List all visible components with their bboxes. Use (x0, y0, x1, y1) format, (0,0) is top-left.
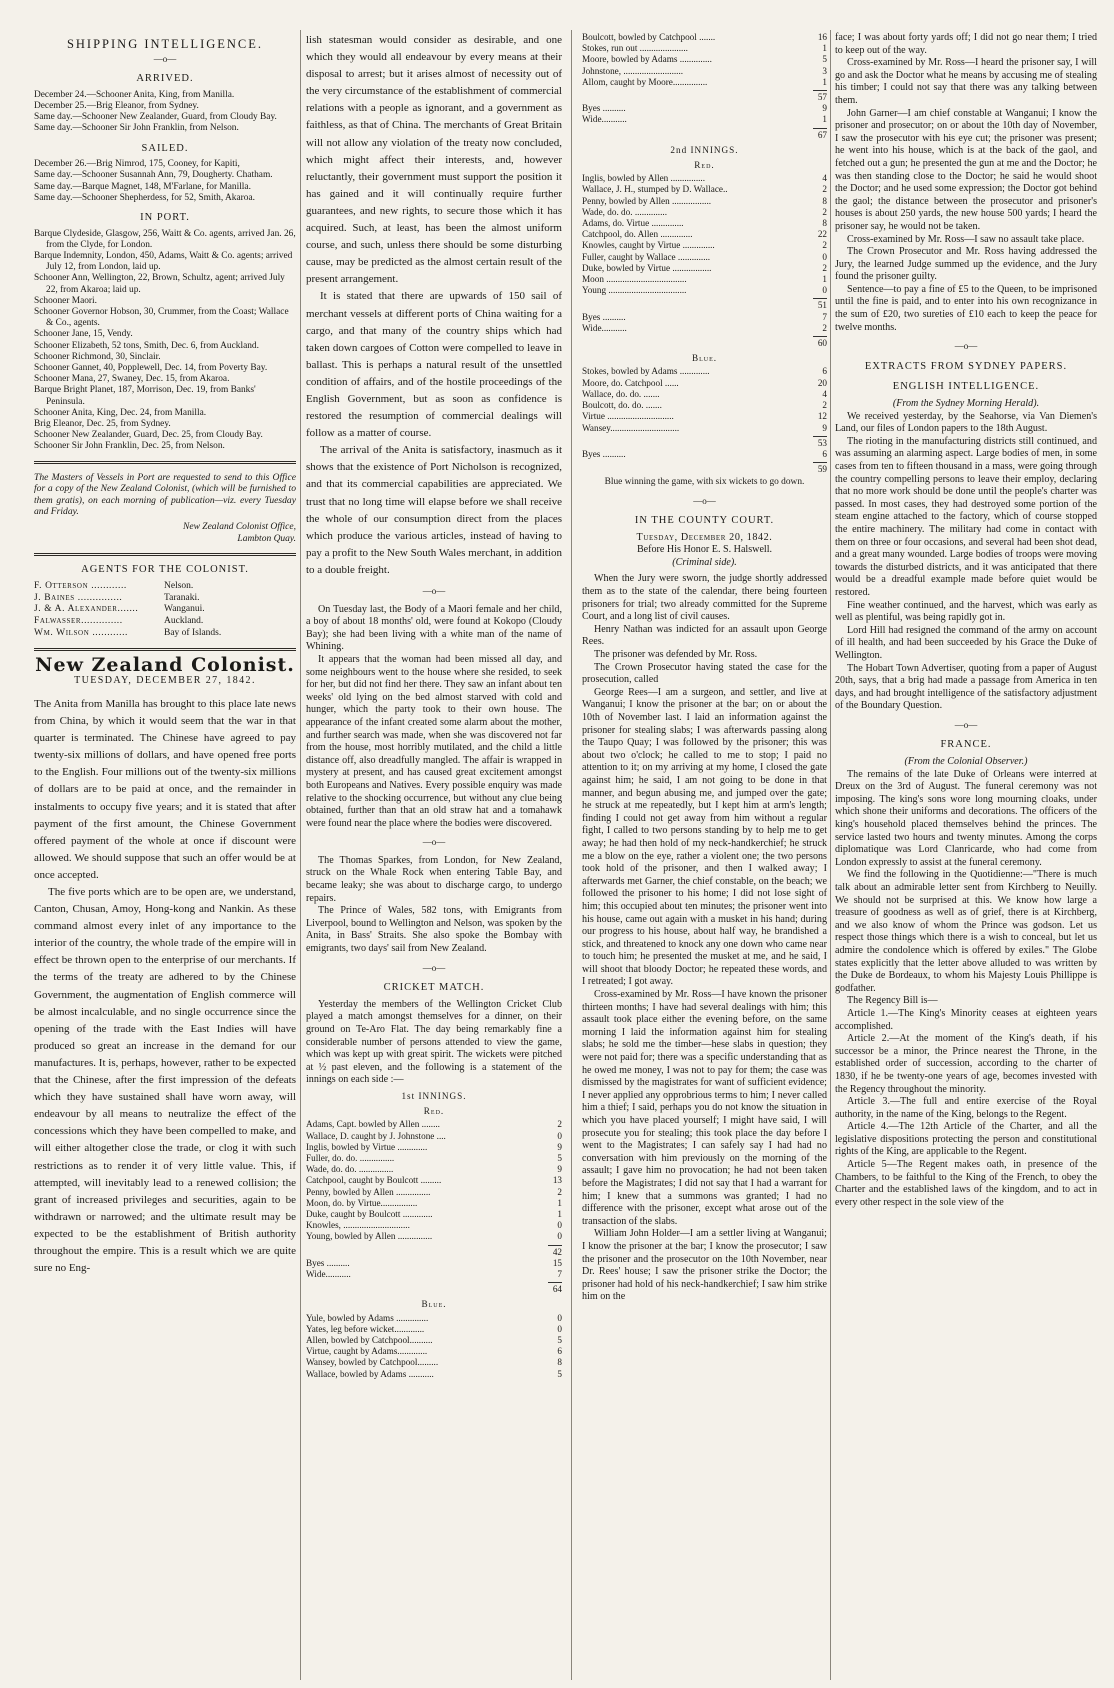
column-rule (571, 30, 572, 1680)
batsman: Wallace, do. do. ....... (582, 388, 660, 399)
score-row (582, 114, 827, 125)
sum-rule (813, 128, 827, 129)
score-row (582, 366, 827, 377)
paragraph: Article 1.—The King's Minority ceases at eighteen years accomplished. (835, 1007, 1097, 1032)
score-row (306, 1187, 562, 1198)
batsman: Moore, bowled by Adams .............. (582, 54, 712, 65)
batsman: Knowles, ............................. (306, 1220, 410, 1231)
score-row (582, 184, 827, 195)
sum-rule (813, 298, 827, 299)
runs: 7 (557, 1269, 562, 1280)
ornament: —o— (693, 495, 716, 506)
subtotal: 57 (817, 92, 827, 103)
score-row (582, 229, 827, 240)
sum-rule (813, 436, 827, 437)
score-row (582, 77, 827, 88)
runs: 8 (557, 1357, 562, 1368)
paragraph: When the Jury were sworn, the judge shortly addressed them as to the state of the calendar, there being fourteen prisoners for trial; two already committed for the Supreme Court, and a long list of civil causes. (582, 573, 827, 623)
score-row (582, 411, 827, 422)
paragraph: The Hobart Town Advertiser, quoting from a paper of August 20th, says, that a brig had made a passage from America in ten days, and had brought intelligence of the satisfactory adjustment of the Boundary Question. (835, 662, 1097, 712)
batsman: Duke, caught by Boulcott ............. (306, 1209, 433, 1219)
score-row (306, 1357, 562, 1368)
column-4 (835, 32, 1097, 1682)
sum-rule (548, 1245, 562, 1246)
paragraph: Article 2.—At the moment of the King's death, if his successor be a minor, the Prince nearest the Throne, in the established order of succession, according to the charter of 1830, if he be twenty-one years of age, becomes invested with the Regency throughout the minority. (835, 1033, 1097, 1095)
ornament: —o— (954, 341, 978, 352)
batsman: Allen, bowled by Catchpool.......... (306, 1335, 433, 1346)
list-item: December 26.—Brig Nimrod, 175, Cooney, for Kapiti, (34, 159, 240, 170)
score-row (306, 1164, 562, 1175)
team-heading: Blue. (421, 1299, 447, 1310)
list-item: Schooner Mana, 27, Swaney, Dec. 15, from Akaroa. (34, 374, 230, 385)
ships-article (306, 855, 562, 956)
runs: 6 (822, 448, 827, 459)
runs: 4 (822, 388, 827, 399)
arrived-list (34, 90, 296, 135)
paragraph: Sentence—to pay a fine of £5 to the Queen, to be imprisoned until the fine is paid, and to enter into his own recognizance in the sum of £20, two sureties of £10 each to keep the peace for twelve months. (835, 283, 1097, 333)
paragraph: Article 4.—The 12th Article of the Charter, and all the legislative dispositions protecting the person and constitutional rights of the King, are applicable to the Regent. (835, 1121, 1097, 1158)
english-heading: ENGLISH INTELLIGENCE. (892, 381, 1040, 393)
paragraph: Article 5—The Regent makes oath, in presence of the Chambers, to be faithful to the King of the French, to obey the Charter and the established laws of the kingdom, and to act in every other respect in the sole view of the (835, 1159, 1097, 1208)
runs: 15 (552, 1257, 562, 1268)
issue-date: TUESDAY, DECEMBER 27, 1842. (74, 675, 256, 687)
divider (34, 648, 296, 651)
sailed-heading: SAILED. (141, 142, 189, 154)
paragraph: John Garner—I am chief constable at Wanganui; I know the prisoner and prosecutor; on or about the 10th day of November, I saw the prosecutor with his eye cut; the prisoner was present; he went into his house, which is at the back of the gaol, and fetched out a gun; he presented the gun at me and the Doctor; he was then standing close to the Doctor; he said he would shoot the Doctor; and he used some expression; the Doctor got behind the gaol; the distance between the prosecutor and prisoner's houses is about 250 yards, the new house 500 yards; I heard the prisoner say, he would not be taken. (835, 107, 1097, 232)
column-3 (582, 32, 827, 1682)
agent-row: J. & A. Alexander....... Wanganui. (34, 604, 205, 615)
runs: 7 (822, 311, 827, 322)
runs: 4 (822, 173, 827, 184)
score-row (306, 1119, 562, 1130)
shipping-heading: SHIPPING INTELLIGENCE. (66, 37, 264, 51)
paragraph: Cross-examined by Mr. Ross—I have known the prisoner thirteen months; I have had several dealings with him; this assault took place either the evening before, on the same morning I laid the information against him for stealing slabs; he sold me the timber—hese slabs in question; they were not paid for; there was a specific understanding that as he owed me money, I was not to pay for them; the case was dismissed by the magistrates for want of sufficient evidence; I never applied any opprobrious terms to him; I never called him a thief; I said, perhaps you do not know the situation in which you have placed yourself; I might have said, I will prosecute you for stealing; this took place the day before I went to the Magistrates; I can safely say I had had no conversation with him previously on the morning of the assault; I gave him no provocation; he had not been taken before the Magistrates; I did not say that I had a warrant for him; I knew that a summons was granted; I had no difference with the prisoner, except what arose out of the transaction of the slabs. (582, 989, 827, 1227)
runs: 20 (817, 377, 827, 388)
maori-article (306, 604, 562, 831)
paragraph: The Regency Bill is— (847, 995, 938, 1007)
paragraph: The remains of the late Duke of Orleans were interred at Dreux on the 3rd of August. The funeral ceremony was not imposing. The king's sons wore long mourning cloaks, under which shone their uniforms and decorations. The officers of the king's household placed themselves behind the princes. The service lasted two hours and twenty minutes. Among the corps diplomatique was Lord Clanricarde, who had come from London expressly to assist at the funeral ceremony. (835, 768, 1097, 868)
list-item: Schooner Governor Hobson, 30, Crummer, from the Coast; Wallace & Co., agents. (34, 307, 289, 329)
runs: 9 (822, 103, 827, 114)
batsman: Wansey.............................. (582, 422, 680, 433)
ornament: —o— (153, 53, 177, 64)
runs: 3 (822, 65, 827, 76)
runs: 0 (557, 1312, 562, 1323)
score-row (582, 66, 827, 77)
batsman: Inglis, bowled by Allen ............... (582, 173, 706, 184)
runs: 2 (822, 262, 827, 273)
batsman: Catchpool, do. Allen .............. (582, 229, 693, 240)
list-item: Same day.—Schooner Susannah Ann, 79, Dougherty. Chatham. (34, 170, 273, 181)
agent-row: Falwasser.............. Auckland. (34, 616, 204, 627)
france-article (835, 769, 1097, 1210)
list-item: Schooner Gannet, 40, Popplewell, Dec. 14, from Poverty Bay. (34, 363, 268, 374)
court-heading: IN THE COUNTY COURT. (634, 515, 775, 527)
score-row (306, 1313, 562, 1324)
list-item: Schooner Jane, 15, Vendy. (34, 329, 133, 340)
paragraph: The five ports which are to be open are, we understand, Canton, Chusan, Amoy, Hong-kong and Nankin. As these command almost every inlet of any importance to the interior of the country, the whole trade of the empire will in effect be thrown open to the enterprise of our merchants. If the terms of the treaty are adhered to by the Chinese Government, the augmentation of English commerce will be almost incalculable, and no single occurrence since the opening of the trade with the East Indies will have produced so great an increase in the demand for our manufactures. It is, perhaps, however, rather to be expected that the Chinese, after the first impression of the defeats which they have sustained shall have worn away, will endeavour by all means to neutralize the effect of the concessions which they have been compelled to make, and will either altogether close the trade, or clog it with such restrictions as to render it of very little value. This, if attempted, will inevitably lead to a renewed collision; the grant of increased privileges and securities, again to be withdrawn or narrowed; and the ultimate result may be expected to be the establishment of British authority throughout the empire. This is a result which we are quite sure no Eng- (34, 886, 296, 1275)
score-row (582, 378, 827, 389)
score-row (306, 1142, 562, 1153)
batsman: Boulcott, do. do. ....... (582, 400, 662, 411)
score-row (582, 285, 827, 296)
batsman: Virtue, caught by Adams............. (306, 1346, 428, 1357)
score-row (306, 1369, 562, 1380)
list-item: Schooner Anita, King, Dec. 24, from Manilla. (34, 407, 207, 418)
runs: 0 (822, 285, 827, 296)
list-item: Same day.—Schooner Shepherdess, for 52, Smith, Akaroa. (34, 192, 255, 203)
runs: 2 (822, 184, 827, 195)
score-row (582, 103, 827, 114)
batsman: Young, bowled by Allen ............... (306, 1231, 433, 1242)
total: 67 (817, 129, 827, 140)
runs: 1 (822, 114, 827, 125)
innings-heading: 2nd INNINGS. (670, 144, 739, 155)
runs: 2 (557, 1186, 562, 1197)
score-row (582, 218, 827, 229)
runs: 16 (817, 32, 827, 42)
batsman: Duke, bowled by Virtue ................. (582, 262, 712, 273)
list-item: Schooner Ann, Wellington, 22, Brown, Schultz, agent; arrived July 22, from Akaroa; laid up. (34, 273, 285, 295)
column-2 (306, 32, 562, 1682)
runs: 2 (822, 240, 827, 251)
agent-row: J. Baines ............... Taranaki. (34, 592, 200, 603)
scorecard (306, 1091, 562, 1380)
total: 59 (817, 464, 827, 475)
batsman: Stokes, run out ..................... (582, 43, 688, 54)
total: 64 (552, 1284, 562, 1295)
france-heading: FRANCE. (940, 739, 992, 751)
paragraph: It is stated that there are upwards of 150 sail of merchant vessels at different ports of China waiting for a cargo, and that many of the country ships which had taken down cargoes of Cotton were compelled to leave in ballast. This is perhaps a natural result of the unsettled condition of affairs, and of the hostile proceedings of the English Government, but as soon as confidence is restored the resumption of commercial dealings will follow as a matter of course. (306, 290, 562, 440)
sum-rule (548, 1282, 562, 1283)
batsman: Moon, do. by Virtue................ (306, 1197, 418, 1208)
paragraph: Article 3.—The full and entire exercise of the Royal authority, in the name of the King, belongs to the Regent. (835, 1096, 1097, 1120)
runs: 9 (557, 1164, 562, 1175)
score-row (582, 263, 827, 274)
batsman: Wide........... (582, 322, 627, 333)
in-port-heading: IN PORT. (140, 212, 190, 223)
runs: 5 (822, 54, 827, 65)
runs: 6 (822, 366, 827, 377)
batsman: Knowles, caught by Virtue .............. (582, 240, 715, 251)
cricket-heading: CRICKET MATCH. (383, 982, 485, 994)
runs: 1 (557, 1197, 562, 1208)
lead-article-cont (306, 32, 562, 579)
runs: 0 (557, 1220, 562, 1231)
sailed-list (34, 159, 296, 204)
ornament: —o— (954, 719, 978, 730)
score-row (582, 312, 827, 323)
team-heading: Red. (423, 1106, 445, 1117)
divider (34, 461, 296, 464)
france-source: (From the Colonial Observer.) (904, 756, 1028, 768)
score-row (306, 1324, 562, 1335)
ornament: —o— (422, 837, 446, 848)
list-item: Schooner Elizabeth, 52 tons, Smith, Dec. 6, from Auckland. (34, 340, 259, 351)
runs: 0 (557, 1231, 562, 1242)
list-item: Schooner Richmond, 30, Sinclair. (34, 351, 161, 362)
batsman: Wallace, J. H., stumped by D. Wallace.. (582, 184, 728, 195)
score-row (306, 1258, 562, 1269)
paragraph: Cross-examined by Mr. Ross—I saw no assault take place. (847, 233, 1085, 245)
batsman: Young .................................. (582, 285, 687, 296)
runs: 5 (557, 1368, 562, 1379)
score-row (582, 54, 827, 65)
score-row (582, 323, 827, 334)
runs: 6 (557, 1346, 562, 1357)
batsman: Wallace, bowled by Adams ........... (306, 1368, 434, 1379)
paragraph: The Thomas Sparkes, from London, for New Zealand, struck on the Whale Rock when entering Table Bay, and became leaky; she was about to discharge cargo, to undergo repairs. (306, 854, 562, 904)
batsman: Fuller, do. do. ............... (306, 1152, 395, 1163)
score-row (582, 423, 827, 434)
score-row (582, 240, 827, 251)
runs: 2 (822, 322, 827, 333)
cricket-result: Blue winning the game, with six wickets to go down. (604, 477, 805, 488)
score-row (582, 32, 827, 43)
score-row (582, 252, 827, 263)
innings-heading: 1st INNINGS. (401, 1090, 467, 1101)
batsman: Byes .......... (582, 103, 626, 114)
masters-notice: The Masters of Vessels in Port are requested to send to this Office for a copy of the New Zealand Colonist, (which will be furnished to them gratis), on each morning of publication—viz. every Tuesday and Friday. (34, 471, 296, 518)
runs: 2 (822, 400, 827, 411)
column-1 (34, 32, 296, 1682)
paragraph: William John Holder—I am a settler living at Wanganui; I know the prisoner at the bar; I know the prosecutor; I saw the prisoner and the prosecutor on the 10th November, near Dr. Rees' house; I saw the prisoner strike the Doctor; the prisoner had hold of his neck-handkerchief; I saw him strike him on the (582, 1228, 827, 1303)
paragraph: The Prince of Wales, 582 tons, with Emigrants from Liverpool, bound to Wellington and Nelson, was spoken by the Anita, in Bass' Straits. She also spoke the Bombay with emigrants, two days' sail from New Zealand. (306, 905, 562, 955)
score-row (306, 1131, 562, 1142)
scorecard-cont (582, 32, 827, 475)
paragraph: The arrival of the Anita is satisfactory, inasmuch as it shows that the existence of Port Nicholson is recognized, and that its commercial capabilities are appreciated. We trust that no long time will elapse before we shall receive the whole of our consumption direct from the places which produce the various articles, instead of having to pay a profit to the New South Wales merchant, in addition to a double freight. (306, 444, 562, 576)
divider (34, 553, 296, 556)
runs: 0 (557, 1130, 562, 1141)
runs: 2 (822, 206, 827, 217)
batsman: Boulcott, bowled by Catchpool ....... (582, 32, 716, 42)
list-item: Schooner Sir John Franklin, Dec. 25, from Nelson. (34, 441, 225, 452)
runs: 9 (822, 422, 827, 433)
batsman: Catchpool, caught by Boulcott ......... (306, 1175, 442, 1186)
score-row (582, 173, 827, 184)
score-row (306, 1269, 562, 1280)
batsman: Wade, do. do. .............. (582, 206, 667, 217)
arrived-heading: ARRIVED. (136, 73, 194, 85)
cricket-intro: Yesterday the members of the Wellington Cricket Club played a match amongst themselves for a dinner, on their ground on Te-Aro Flat. The day being remarkably fine a considerable number of persons attended to view the game, which was kept up with great spirit. The wickets were pitched at ½ past eleven, and the following is a statement of the innings on each side :— (306, 998, 562, 1086)
list-item: Same day.—Schooner Sir John Franklin, from Nelson. (34, 123, 239, 134)
english-article (835, 411, 1097, 713)
runs: 5 (557, 1335, 562, 1346)
score-row (582, 43, 827, 54)
runs: 1 (822, 43, 827, 54)
score-row (582, 449, 827, 460)
subtotal: 42 (552, 1246, 562, 1257)
in-port-list (34, 229, 296, 453)
batsman: Moore, do. Catchpool ...... (582, 377, 679, 388)
paragraph: It appears that the woman had been missed all day, and some neighbours went to the house where she resided, to seek for her, but did not find her there. They saw an infant about ten weeks' old lying on the bed almost starved with cold and hunger, which the party took to their own house. The appearance of the infant created some alarm about the mother, and further search was made, when she was discovered not far from the house, most horribly mutilated, and the child a little distance off, also dreadfully mangled. The affair is wrapped in mystery at present, and has caused great excitement amongst both Europeans and Natives. Every possible enquiry was made relative to the shocking occurrence, but without any clue being obtained, further than that an old straw hat and a tomahawk were found near the place where the bodies were discovered. (306, 653, 562, 829)
batsman: Virtue ............................. (582, 411, 674, 422)
runs: 1 (822, 274, 827, 285)
batsman: Penny, bowled by Allen ............... (306, 1186, 431, 1197)
batsman: Wallace, D. caught by J. Johnstone .... (306, 1130, 446, 1141)
score-row (306, 1231, 562, 1242)
paragraph: Lord Hill had resigned the command of the army on account of ill health, and had been succeeded by his Grace the Duke of Wellington. (835, 624, 1097, 661)
runs: 12 (817, 411, 827, 422)
list-item: Barque Bright Planet, 187, Morrison, Dec. 19, from Banks' Peninsula. (34, 385, 256, 407)
batsman: Adams, Capt. bowled by Allen ........ (306, 1119, 440, 1130)
agents-list (34, 581, 296, 640)
sum-rule (813, 336, 827, 337)
score-row (306, 1175, 562, 1186)
list-item: Barque Clydeside, Glasgow, 256, Waitt & Co. agents, arrived Jan. 26, from the Clyde, for London. (34, 228, 296, 250)
batsman: Byes .......... (306, 1257, 350, 1268)
paragraph: On Tuesday last, the Body of a Maori female and her child, a boy of about 18 months' old, were found at Kokopo (Cloudy Bay); she had been living with a white man of the name of Whining. (306, 603, 562, 653)
sum-rule (813, 90, 827, 91)
batsman: Yule, bowled by Adams .............. (306, 1312, 429, 1323)
paragraph: The Crown Prosecutor and Mr. Ross having addressed the Jury, the learned Judge summed up the evidence, and the Jury found the prisoner guilty. (835, 246, 1097, 283)
agents-heading: AGENTS FOR THE COLONIST. (81, 564, 249, 576)
batsman: Byes .......... (582, 448, 626, 459)
batsman: Wide........... (306, 1269, 351, 1280)
ornament: —o— (422, 586, 446, 596)
paragraph: face; I was about forty yards off; I did not go near them; I tried to keep out of the way. (835, 32, 1097, 56)
agent-row: F. Otterson ............ Nelson. (34, 580, 194, 591)
batsman: Stokes, bowled by Adams ............. (582, 366, 710, 377)
list-item: Schooner New Zealander, Guard, Dec. 25, from Cloudy Bay. (34, 430, 263, 441)
paragraph: We find the following in the Quotidienne:—"There is much talk about an admirable letter sent from Kirchberg to Neuilly. We should not be surprised at this. We know how large a treasure of goodness as well as of grief, there is at Kirchberg, and we also know of whom the Prince was godson. Let us respect those things which there is a wish to conceal, but let us admire the condolence which is offered by exiles." The Globe states explicitly that the letter above alluded to was written by the Duke de Bordeaux, to whom his Majesty Louis Phillippe is godfather. (835, 869, 1097, 994)
paragraph: George Rees—I am a surgeon, and settler, and live at Wanganui; I know the prisoner at the bar; on or about the 10th of November last. I laid an information against the prisoner for stealing slabs; I was afterwards passing along the Taupo Quay; I was followed by the prisoner; this was about two o'clock; he called to me to stop; I paid no attention to it; on my arriving at my home, I closed the gate against him; he said, I am not going to be done in that manner, and begun abusing me, and jumped over the gate; he struck at me repeatedly, but I kept him at arm's length; finding I could not get away from him without a regular fight, I called to two persons standing by to help me to get away; he had then hold of my neck-handkerchief; he struck me a blow on the eye, rather a violent one; the two persons took hold of the prisoner, and then I walked away; I afterwards met Garner, the chief constable, on the beach; we followed the prisoner to his home; I did not lose sight of him; this occupied about ten minutes; the prisoner went into his house, came out again with a musket in his hand; during our progress to his house, about half way, he brandished a stick, and threatened to knock any one down who came near to touch him; he presented the musket at me, and he said, I will shoot that bloody Doctor; he repeated these words, and I retreated; I got away. (582, 686, 827, 988)
batsman: Wansey, bowled by Catchpool......... (306, 1357, 439, 1368)
list-item: December 24.—Schooner Anita, King, from Manilla. (34, 89, 235, 100)
list-item: Brig Eleanor, Dec. 25, from Sydney. (34, 419, 171, 430)
runs: 0 (557, 1323, 562, 1334)
batsman: Byes .......... (582, 311, 626, 322)
subtotal: 53 (817, 437, 827, 448)
paragraph: Cross-examined by Mr. Ross—I heard the prisoner say, I will go and ask the Doctor what he means by accusing me of stealing his timber; I could not say that there was any talking between them. (835, 57, 1097, 106)
column-rule (300, 30, 301, 1680)
runs: 1 (557, 1209, 562, 1219)
paragraph: lish statesman would consider as desirable, and one which they would all endeavour by every means at their disposal to arrest; but it arises almost of necessity out of the very circumstance of the establishment of commercial relations with a people as ignorant, and a government as faithless, as that of China. The merchants of Great Britain will not allow any violation of the treaty now concluded, which might affect their interests, and, however reluctantly, their government must support the position it has gained and it will continually require further guarantees, and new rights, to secure those which it has acquired. Such, at least, has been the almost uniform course, and such, unless there should be some disturbing cause, may be predicted as the almost certain result of the present arrangement. (306, 34, 562, 286)
court-date: Tuesday, December 20, 1842. (636, 531, 773, 543)
sum-rule (813, 462, 827, 463)
english-source: (From the Sydney Morning Herald). (892, 398, 1040, 410)
paragraph: The prisoner was defended by Mr. Ross. (594, 649, 758, 661)
list-item: Same day.—Schooner New Zealander, Guard, from Cloudy Bay. (34, 112, 277, 123)
batsman: Penny, bowled by Allen ................. (582, 195, 712, 206)
runs: 5 (557, 1152, 562, 1163)
paragraph: The Crown Prosecutor having stated the case for the prosecution, called (582, 661, 827, 686)
score-row (582, 207, 827, 218)
masthead: New Zealand Colonist. (35, 653, 295, 676)
notice-signature: New Zealand Colonist Office, (183, 522, 296, 533)
score-row (306, 1209, 562, 1220)
team-heading: Blue. (691, 353, 718, 364)
score-row (582, 389, 827, 400)
batsman: Moon ................................... (582, 274, 687, 285)
runs: 13 (552, 1175, 562, 1186)
paragraph: The rioting in the manufacturing districts still continued, and was assuming an alarming aspect. Large bodies of men, in some cases from ten to fifteen thousand in a mass, were going through the country compelling persons to leave their employ, declaring that no more work should be done until the people's charter was passed. In most cases, they had destroyed some portion of the steam engine attached to the factory, which of course stopped the entire machinery. The military had come in contact with them on three or four occasions, and several had been shot dead, and a great many wounded. Large bodies of troops were moving towards the disturbed districts, and it was anticipated that there would be a dreadful example made before quiet would be restored. (835, 435, 1097, 598)
list-item: Same day.—Barque Magnet, 148, M'Farlane, for Manilla. (34, 181, 251, 192)
notice-signature: Lambton Quay. (237, 533, 296, 544)
batsman: Inglis, bowled by Virtue ............. (306, 1141, 428, 1152)
paragraph: Henry Nathan was indicted for an assault upon George Rees. (582, 623, 827, 648)
extracts-heading: EXTRACTS FROM SYDNEY PAPERS. (864, 360, 1068, 372)
column-rule (830, 30, 831, 1680)
team-heading: Red. (694, 160, 715, 171)
list-item: Schooner Maori. (34, 295, 98, 306)
court-judge: Before His Honor E. S. Halswell. (636, 544, 773, 556)
court-report-cont (835, 32, 1097, 334)
batsman: Wade, do. do. ............... (306, 1164, 394, 1175)
score-row (306, 1198, 562, 1209)
paragraph: The Anita from Manilla has brought to this place late news from China, by which it would seem that the war in that quarter is terminated. The Chinese have agreed to pay twenty-six millions of dollars, and have opened free ports to the English. Four millions out of the twenty-six millions of dollars are to be paid at once, and the remainder in instalments to occupy five years; and it is stated that after payment of the first amount, the Chinese Government offered payment of the whole at once if discount were allowed. We should suppose that such an offer would be at once accepted. (34, 697, 296, 881)
batsman: Fuller, caught by Wallace .............. (582, 251, 711, 262)
batsman: Allom, caught by Moore............... (582, 76, 708, 87)
ornament: —o— (422, 962, 446, 973)
score-row (582, 196, 827, 207)
runs: 8 (822, 218, 827, 229)
paragraph: Fine weather continued, and the harvest, which was early as well as plentiful, was being rapidly got in. (835, 599, 1097, 624)
runs: 1 (822, 76, 827, 87)
paragraph: We received yesterday, by the Seahorse, via Van Diemen's Land, our files of London papers to the 18th August. (835, 410, 1097, 435)
list-item: Barque Indemnity, London, 450, Adams, Waitt & Co. agents; arrived July 12, from London, laid up. (34, 251, 293, 273)
score-row (306, 1346, 562, 1357)
runs: 22 (817, 229, 827, 240)
court-side: (Criminal side). (672, 556, 737, 568)
score-row (306, 1335, 562, 1346)
score-row (306, 1153, 562, 1164)
runs: 8 (822, 195, 827, 206)
score-row (306, 1220, 562, 1231)
agent-row: Wm. Wilson ............ Bay of Islands. (34, 628, 222, 638)
score-row (582, 274, 827, 285)
subtotal: 51 (817, 300, 827, 311)
score-row (582, 400, 827, 411)
batsman: Adams, do. Virtue .............. (582, 218, 684, 229)
batsman: Yates, leg before wicket............. (306, 1323, 425, 1334)
list-item: December 25.—Brig Eleanor, from Sydney. (34, 100, 199, 111)
batsman: Johnstone, .......................... (582, 65, 684, 76)
runs: 0 (822, 251, 827, 262)
court-report (582, 573, 827, 1303)
total: 60 (817, 338, 827, 349)
runs: 2 (557, 1119, 562, 1130)
batsman: Wide........... (582, 114, 627, 125)
lead-article (34, 696, 296, 1277)
runs: 9 (557, 1141, 562, 1152)
